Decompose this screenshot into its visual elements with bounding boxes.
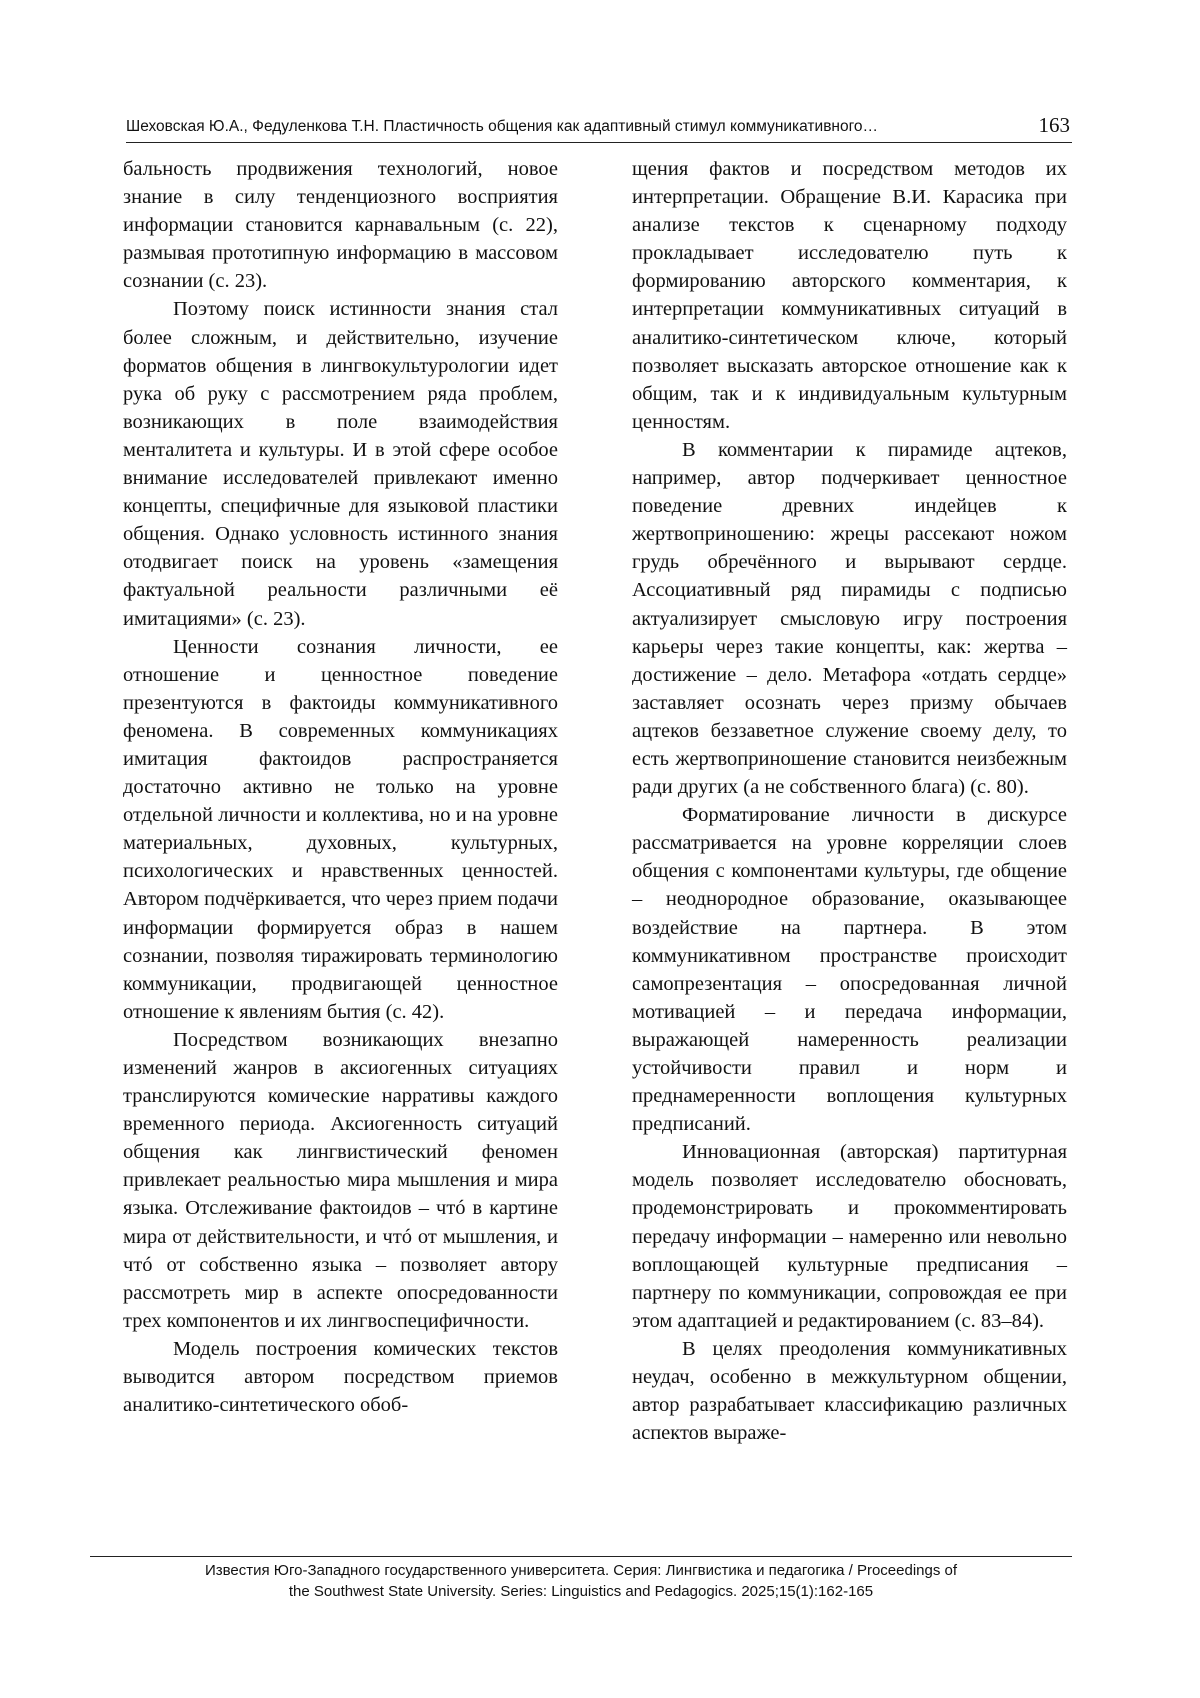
paragraph: Ценности сознания личности, ее отношение и ценностное поведение презентуются в фактоиды коммуникативного феномена. В современных коммуникациях имитация фактоидов распространяется достаточно активно не только на уровне отдельной личности и коллектива, но и на уровне материальных, духовных, культурных, психологических и нравственных ценностей. Автором подчёркивается, что через прием подачи информации формируется образ в нашем сознании, позволяя тиражировать терминологию коммуникации, продвигающей ценностное отношение к явлениям бытия (с. 42). xyxy=(123,635,558,1023)
page-number: 163 xyxy=(1038,113,1070,137)
paragraph: Модель построения комических текстов выводится автором посредством приемов аналитико-синтетического обоб- xyxy=(123,1337,558,1417)
paragraph: В целях преодоления коммуникативных неудач, особенно в межкультурном общении, автор разрабатывает классификацию различных аспектов выраже- xyxy=(632,1337,1067,1445)
paragraph: Форматирование личности в дискурсе рассматривается на уровне корреляции слоев общения с компонентами культуры, где общение – неоднородное образование, оказывающее воздействие на партнера. В этом коммуникативном пространстве происходит самопрезентация – опосредованная личной мотивацией – и передача информации, выражающей намеренность реализации устойчивости правил и норм и преднамеренности воплощения культурных предписаний. xyxy=(632,804,1067,1136)
journal-footer xyxy=(90,1560,1072,1602)
paragraph: Поэтому поиск истинности знания стал более сложным, и действительно, изучение форматов общения в лингвокультурологии идет рука об руку с рассмотрением ряда проблем, возникающих в поле взаимодействия менталитета и культуры. И в этой сфере особое внимание исследователей привлекают именно концепты, специфичные для языковой пластики общения. Однако условность истинного знания отодвигает поиск на уровень «замещения фактуальной реальности различными её имитациями» (с. 23). xyxy=(123,298,558,630)
paragraph: бальность продвижения технологий, новое знание в силу тенденциозного восприятия информации становится карнавальным (с. 22), размывая прототипную информацию в массовом сознании (с. 23). xyxy=(123,158,558,293)
footer-line-1: Известия Юго-Западного государственного университета. Серия: Лингвистика и педагогика / Proceedings of xyxy=(204,1562,958,1579)
running-title: Шеховская Ю.А., Федуленкова Т.Н. Пластичность общения как адаптивный стимул коммуникативного… xyxy=(126,118,879,135)
footer-line-2: the Southwest State University. Series: Linguistics and Pedagogics. 2025;15(1):162-165 xyxy=(288,1583,874,1600)
header-rule xyxy=(126,142,1072,143)
footer-rule xyxy=(90,1556,1072,1557)
paragraph: Посредством возникающих внезапно изменений жанров в аксиогенных ситуациях транслируются комические нарративы каждого временного периода. Аксиогенность ситуаций общения как лингвистический феномен привлекает реальностью мира мышления и мира языка. Отслеживание фактоидов – чтó в картине мира от действительности, и чтó от мышления, и чтó от собственно языка – позволяет автору рассмотреть мир в аспекте опосредованности трех компонентов и их лингвоспецифичности. xyxy=(123,1028,558,1332)
left-column xyxy=(123,155,558,1419)
paragraph: щения фактов и посредством методов их интерпретации. Обращение В.И. Карасика при анализе текстов к сценарному подходу прокладывает исследователю путь к формированию авторского комментария, к интерпретации коммуникативных ситуаций в аналитико-синтетическом ключе, который позволяет высказать авторское отношение как к общим, так и к индивидуальным культурным ценностям. xyxy=(632,158,1067,433)
paragraph: В комментарии к пирамиде ацтеков, например, автор подчеркивает ценностное поведение древних индейцев к жертвоприношению: жрецы рассекают ножом грудь обречённого и вырывают сердце. Ассоциативный ряд пирамиды с подписью актуализирует смысловую игру построения карьеры через такие концепты, как: жертва – достижение – дело. Метафора «отдать сердце» заставляет осознать через призму обычаев ацтеков беззаветное служение своему делу, то есть жертвоприношение становится неизбежным ради других (а не собственного блага) (с. 80). xyxy=(632,438,1067,799)
paragraph: Инновационная (авторская) партитурная модель позволяет исследователю обосновать, продемонстрировать и прокомментировать передачу информации – намеренно или невольно воплощающей культурные предписания – партнеру по коммуникации, сопровождая ее при этом адаптацией и редактированием (с. 83–84). xyxy=(632,1141,1067,1332)
right-column xyxy=(632,155,1067,1447)
